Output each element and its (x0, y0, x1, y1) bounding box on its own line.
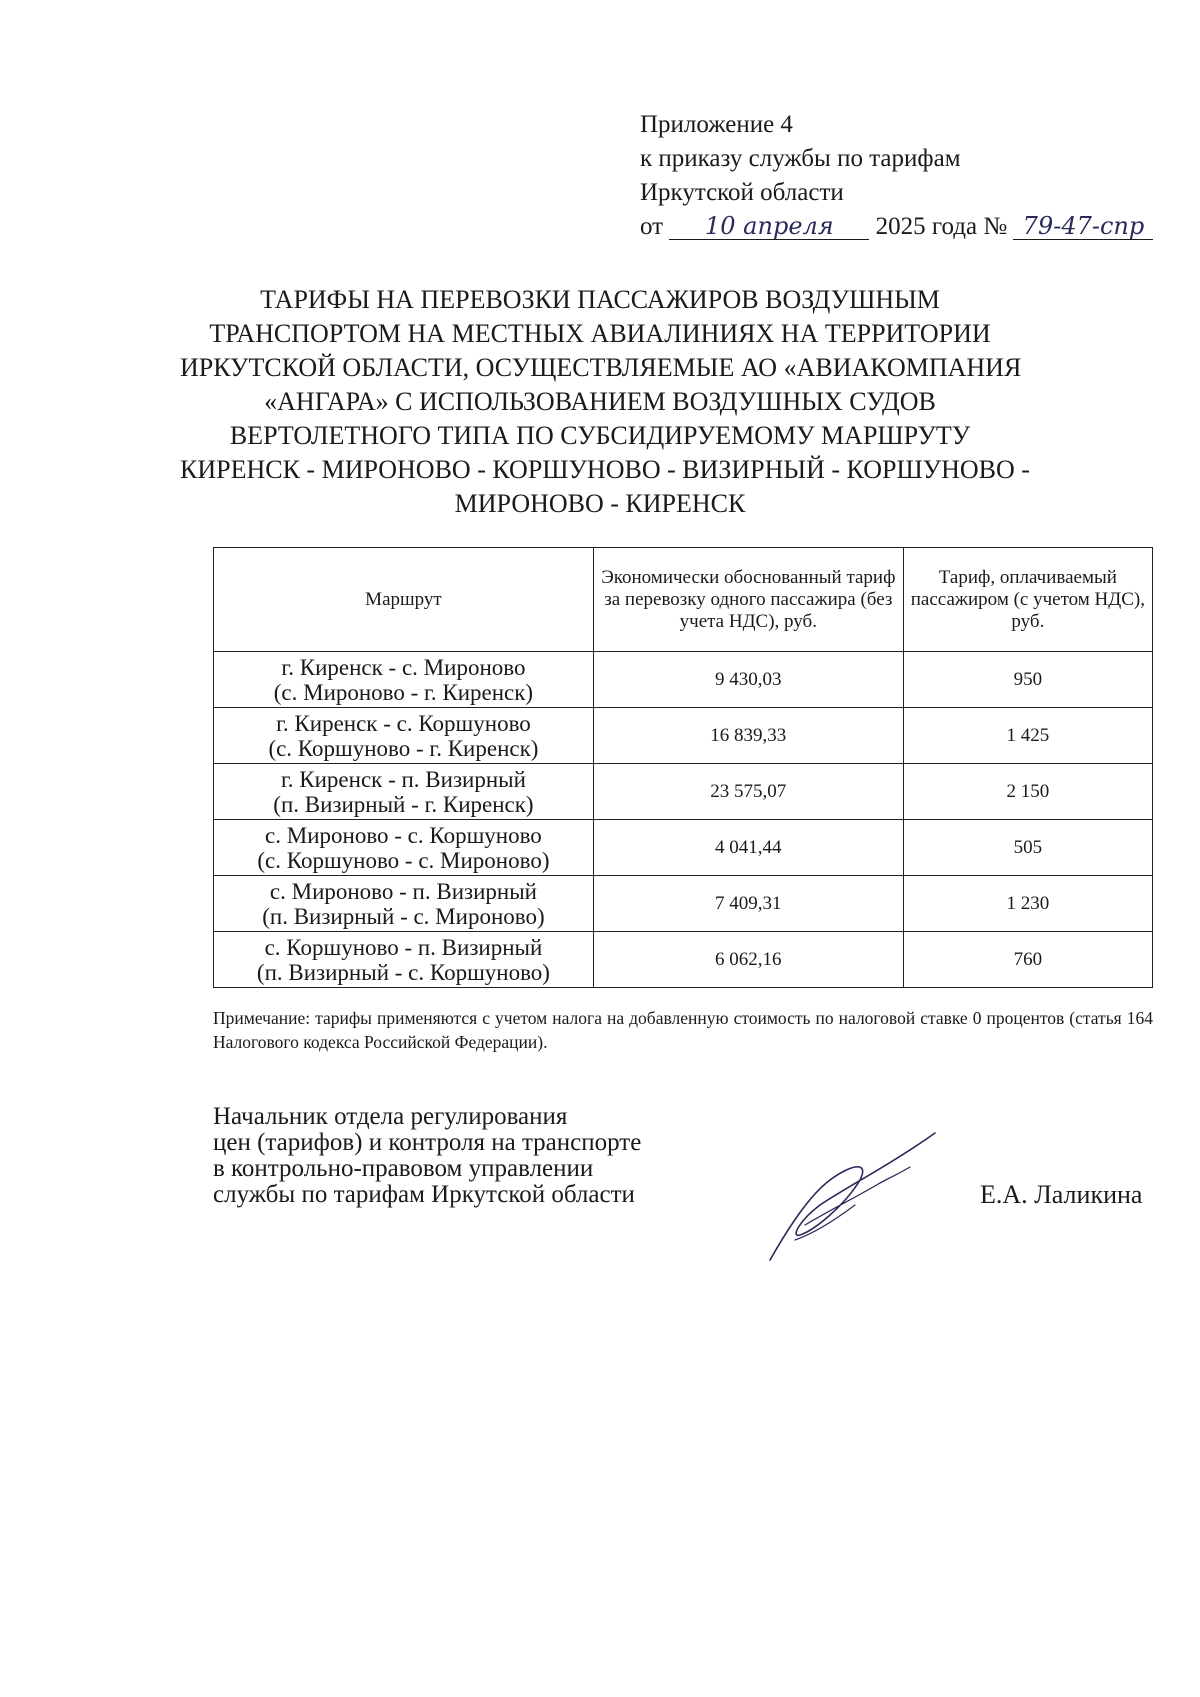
paid-tariff-cell: 2 150 (903, 764, 1152, 820)
signer-name: Е.А. Лаликина (980, 1180, 1143, 1209)
title-line: КИРЕНСК - МИРОНОВО - КОРШУНОВО - ВИЗИРНЫЙ - КОРШУНОВО - (180, 455, 1030, 484)
route-return: (с. Коршуново - с. Мироново) (257, 847, 550, 873)
title-line: ТРАНСПОРТОМ НА МЕСТНЫХ АВИАЛИНИЯХ НА ТЕРРИТОРИИ (209, 319, 991, 348)
appendix-date-line (640, 210, 1200, 244)
economic-tariff-cell: 16 839,33 (593, 708, 903, 764)
route-cell (214, 652, 594, 708)
route-cell (214, 708, 594, 764)
signer-position (213, 1104, 733, 1208)
table-row (214, 932, 1153, 988)
table-note: Примечание: тарифы применяются с учетом налога на добавленную стоимость по налоговой ставке 0 процентов (статья 164 Налогового кодекса Российской Федерации). (213, 1008, 1153, 1052)
title-line: ВЕРТОЛЕТНОГО ТИПА ПО СУБСИДИРУЕМОМУ МАРШРУТУ (229, 421, 971, 450)
route-cell (214, 932, 594, 988)
handwritten-signature (760, 1125, 950, 1265)
route-return: (п. Визирный - с. Коршуново) (256, 959, 550, 985)
route-return: (п. Визирный - г. Киренск) (273, 791, 534, 817)
paid-tariff-cell: 950 (903, 652, 1152, 708)
table-row (214, 708, 1153, 764)
economic-tariff-cell: 6 062,16 (593, 932, 903, 988)
title-line: МИРОНОВО - КИРЕНСК (454, 489, 746, 518)
route-cell (214, 820, 594, 876)
handwritten-date: 10 апреля (669, 213, 869, 240)
table-header-row (214, 548, 1153, 652)
handwritten-order-number: 79-47-спр (1013, 213, 1153, 240)
route-return: (с. Мироново - г. Киренск) (273, 679, 534, 705)
economic-tariff-cell: 23 575,07 (593, 764, 903, 820)
signer-position-line: цен (тарифов) и контроля на транспорте (213, 1129, 642, 1156)
route-return: (с. Коршуново - г. Киренск) (268, 735, 539, 761)
route-cell (214, 876, 594, 932)
appendix-order-ref: к приказу службы по тарифам (640, 145, 961, 172)
route-forward: с. Мироново - с. Коршуново (265, 822, 542, 848)
document-title (180, 283, 1030, 521)
title-line: ТАРИФЫ НА ПЕРЕВОЗКИ ПАССАЖИРОВ ВОЗДУШНЫМ (260, 285, 940, 314)
table-row (214, 764, 1153, 820)
route-forward: с. Мироново - п. Визирный (269, 878, 537, 904)
route-forward: г. Киренск - п. Визирный (280, 766, 526, 792)
title-line: «АНГАРА» С ИСПОЛЬЗОВАНИЕМ ВОЗДУШНЫХ СУДОВ (264, 387, 936, 416)
appendix-header (640, 108, 1200, 244)
appendix-title: Приложение 4 (640, 111, 793, 138)
route-forward: г. Киренск - с. Мироново (281, 654, 526, 680)
signer-position-line: Начальник отдела регулирования (213, 1103, 568, 1130)
tariff-table (213, 547, 1153, 988)
paid-tariff-cell: 1 230 (903, 876, 1152, 932)
economic-tariff-cell: 7 409,31 (593, 876, 903, 932)
paid-tariff-cell: 760 (903, 932, 1152, 988)
table-row (214, 652, 1153, 708)
signer-position-line: службы по тарифам Иркутской области (213, 1181, 635, 1208)
appendix-region: Иркутской области (640, 179, 844, 206)
header-economic-tariff: Экономически обоснованный тариф за перевозку одного пассажира (без учета НДС), руб. (593, 548, 903, 652)
paid-tariff-cell: 505 (903, 820, 1152, 876)
table-row (214, 876, 1153, 932)
title-line: ИРКУТСКОЙ ОБЛАСТИ, ОСУЩЕСТВЛЯЕМЫЕ АО «АВИАКОМПАНИЯ (180, 353, 1022, 382)
year-text: 2025 года № (875, 213, 1008, 240)
header-route: Маршрут (214, 548, 594, 652)
table-row (214, 820, 1153, 876)
economic-tariff-cell: 4 041,44 (593, 820, 903, 876)
route-return: (п. Визирный - с. Мироново) (262, 903, 545, 929)
economic-tariff-cell: 9 430,03 (593, 652, 903, 708)
header-paid-tariff: Тариф, оплачиваемый пассажиром (с учетом НДС), руб. (903, 548, 1152, 652)
route-forward: с. Коршуново - п. Визирный (264, 934, 543, 960)
date-prefix: от (640, 213, 664, 240)
route-cell (214, 764, 594, 820)
paid-tariff-cell: 1 425 (903, 708, 1152, 764)
route-forward: г. Киренск - с. Коршуново (276, 710, 531, 736)
signer-position-line: в контрольно-правовом управлении (213, 1155, 594, 1182)
